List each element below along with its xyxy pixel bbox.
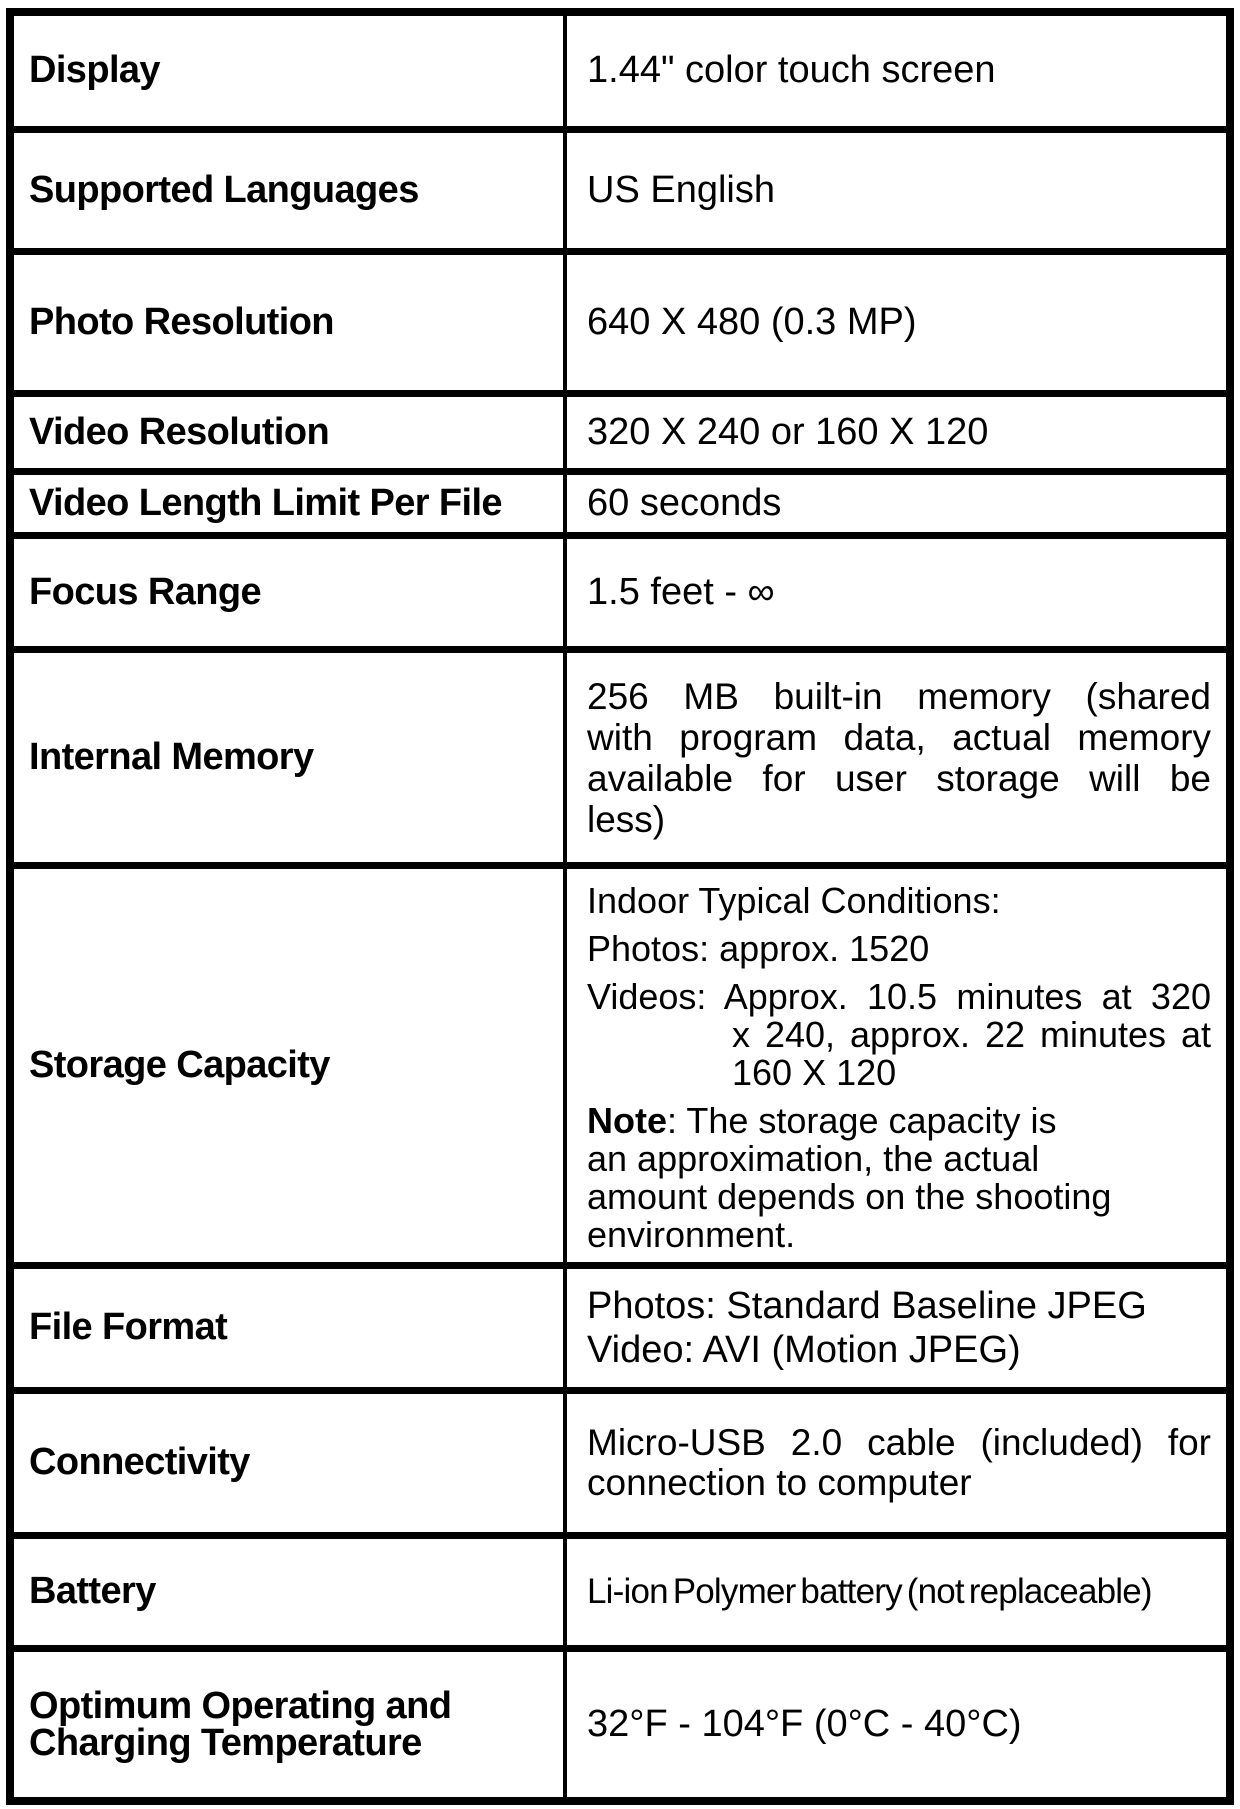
spec-value-supported-languages: US English — [567, 133, 1226, 248]
storage-note-line: environment. — [587, 1214, 796, 1255]
storage-conditions-line: Indoor Typical Conditions: — [587, 880, 1001, 921]
spec-label-storage-capacity: Storage Capacity — [14, 869, 563, 1262]
spec-value-internal-memory — [567, 653, 1226, 862]
spec-table — [6, 8, 1234, 1805]
internal-memory-line: 256 MB built-in memory (shared — [587, 675, 1211, 717]
file-format-line: Photos: Standard Baseline JPEG — [587, 1285, 1147, 1327]
connectivity-line: connection to computer — [587, 1462, 972, 1503]
spec-value-battery — [567, 1539, 1226, 1645]
spec-value-photo-resolution: 640 X 480 (0.3 MP) — [567, 255, 1226, 390]
storage-note-line: amount depends on the shooting — [587, 1176, 1112, 1217]
spec-label-supported-languages: Supported Languages — [14, 133, 563, 248]
spec-label-internal-memory: Internal Memory — [14, 653, 563, 862]
spec-value-operating-temperature: 32°F - 104°F (0°C - 40°C) — [567, 1652, 1226, 1797]
spec-value-connectivity — [567, 1394, 1226, 1532]
storage-videos-line: x 240, approx. 22 minutes at — [732, 1014, 1211, 1055]
spec-label-connectivity: Connectivity — [14, 1394, 563, 1532]
spec-label-video-length-limit: Video Length Limit Per File — [14, 475, 563, 532]
storage-videos-line: 160 X 120 — [732, 1052, 897, 1093]
storage-videos-line: Videos: Approx. 10.5 minutes at 320 — [587, 976, 1211, 1017]
storage-note-line: an approximation, the actual — [587, 1138, 1040, 1179]
storage-note-text: : The storage capacity is — [667, 1100, 1057, 1141]
operating-temperature-label-line: Charging Temperature — [29, 1721, 422, 1764]
spec-label-operating-temperature — [14, 1652, 563, 1797]
connectivity-line: Micro-USB 2.0 cable (included) for — [587, 1422, 1211, 1463]
spec-label-battery: Battery — [14, 1539, 563, 1645]
internal-memory-line: less) — [587, 798, 666, 840]
spec-value-file-format — [567, 1269, 1226, 1387]
spec-value-display: 1.44" color touch screen — [567, 16, 1226, 126]
file-format-line: Video: AVI (Motion JPEG) — [587, 1329, 1021, 1371]
internal-memory-line: with program data, actual memory — [587, 716, 1211, 758]
spec-label-display: Display — [14, 16, 563, 126]
storage-note-line — [587, 1102, 1211, 1140]
spec-label-focus-range: Focus Range — [14, 539, 563, 646]
spec-value-focus-range: 1.5 feet - ∞ — [567, 539, 1226, 646]
operating-temperature-label-line: Optimum Operating and — [29, 1684, 452, 1727]
storage-note-label: Note — [587, 1100, 667, 1141]
internal-memory-line: available for user storage will be — [587, 757, 1211, 799]
spec-label-photo-resolution: Photo Resolution — [14, 255, 563, 390]
spec-value-storage-capacity — [567, 869, 1226, 1262]
battery-value-text: Li-ion Polymer battery (not replaceable) — [587, 1571, 1152, 1611]
storage-photos-line: Photos: approx. 1520 — [587, 928, 930, 969]
spec-label-file-format: File Format — [14, 1269, 563, 1387]
spec-value-video-length-limit: 60 seconds — [567, 475, 1226, 532]
spec-label-video-resolution: Video Resolution — [14, 397, 563, 468]
spec-value-video-resolution: 320 X 240 or 160 X 120 — [567, 397, 1226, 468]
